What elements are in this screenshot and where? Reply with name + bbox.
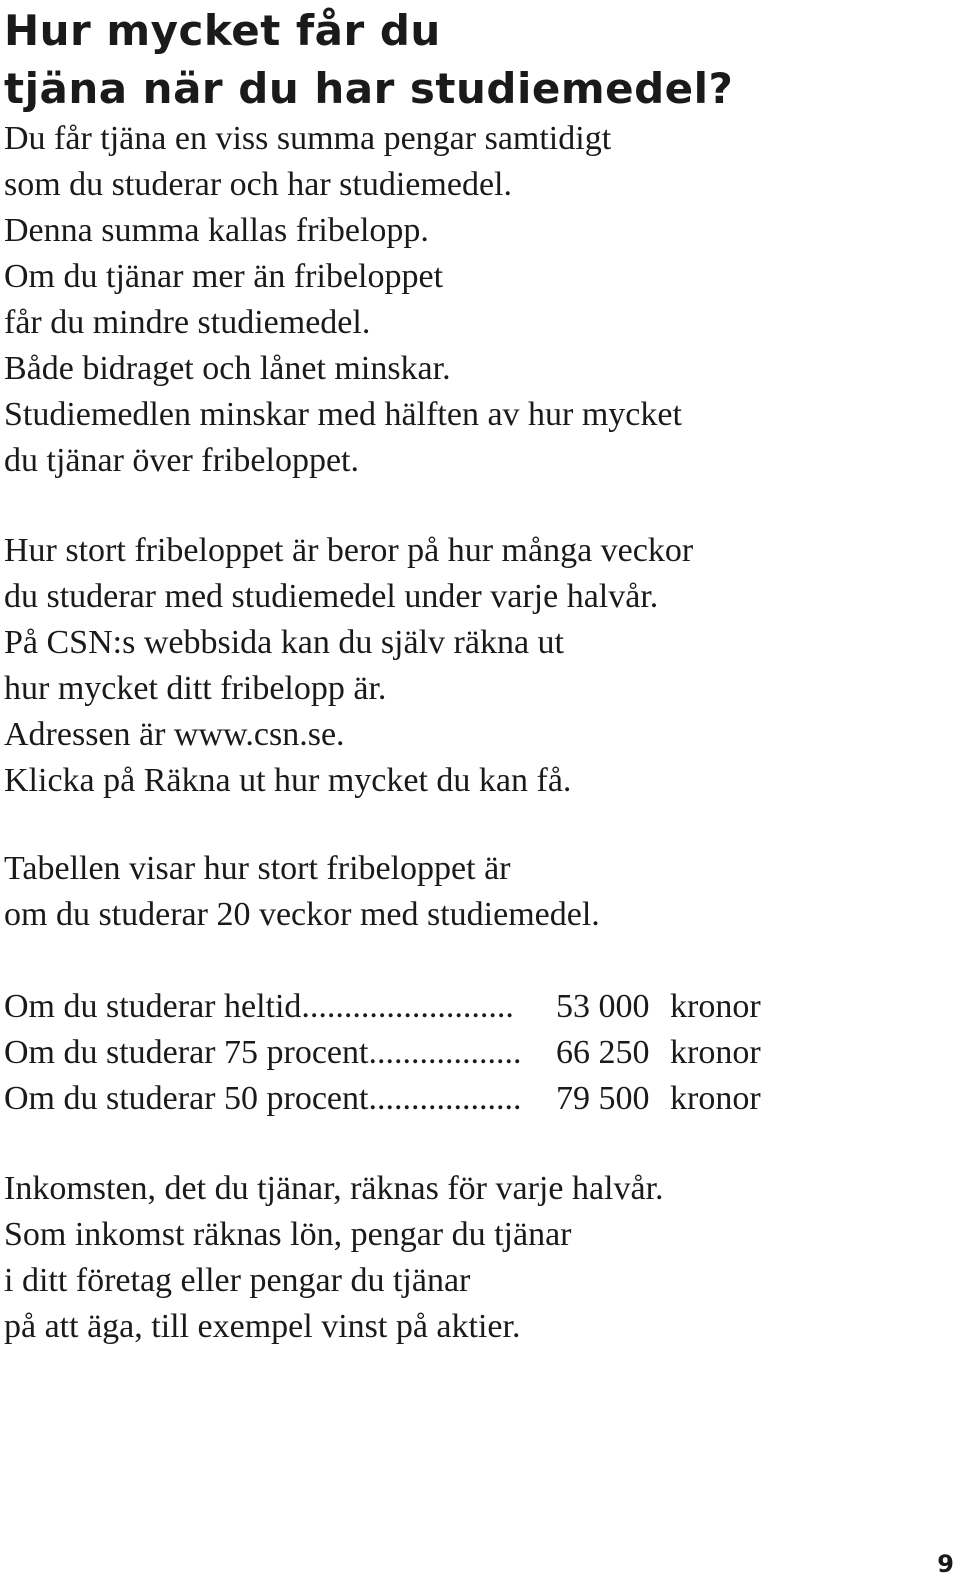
rate-unit: kronor	[670, 1034, 761, 1071]
paragraph-table-intro	[4, 846, 600, 938]
text-line: Klicka på Räkna ut hur mycket du kan få.	[4, 762, 572, 799]
heading-line-1: Hur mycket får du	[4, 6, 441, 55]
text-line: om du studerar 20 veckor med studiemedel.	[4, 896, 600, 933]
text-line: i ditt företag eller pengar du tjänar	[4, 1262, 471, 1299]
text-line: hur mycket ditt fribelopp är.	[4, 670, 387, 707]
rate-amount: 53 000	[556, 988, 650, 1025]
table-row	[4, 984, 761, 1030]
text-line: som du studerar och har studiemedel.	[4, 166, 512, 203]
rate-unit: kronor	[670, 988, 761, 1025]
fribelopp-table	[4, 984, 761, 1122]
rate-label: Om du studerar 50 procent..................	[4, 1080, 522, 1117]
text-line: Både bidraget och lånet minskar.	[4, 350, 451, 387]
rate-amount: 79 500	[556, 1080, 650, 1117]
text-line: Hur stort fribeloppet är beror på hur många veckor	[4, 532, 694, 569]
text-line: du studerar med studiemedel under varje halvår.	[4, 578, 659, 615]
text-line: Studiemedlen minskar med hälften av hur mycket	[4, 396, 682, 433]
text-line: Du får tjäna en viss summa pengar samtidigt	[4, 120, 612, 157]
text-line: på att äga, till exempel vinst på aktier.	[4, 1308, 521, 1345]
text-line: Som inkomst räknas lön, pengar du tjänar	[4, 1216, 572, 1253]
paragraph-income-definition	[4, 1166, 664, 1350]
page-number: 9	[937, 1550, 954, 1578]
paragraph-csn-website	[4, 528, 693, 804]
rate-amount: 66 250	[556, 1034, 650, 1071]
text-line: Denna summa kallas fribelopp.	[4, 212, 429, 249]
table-row	[4, 1076, 761, 1122]
text-line: På CSN:s webbsida kan du själv räkna ut	[4, 624, 564, 661]
text-line: Om du tjänar mer än fribeloppet	[4, 258, 444, 295]
text-line: får du mindre studiemedel.	[4, 304, 371, 341]
page-heading	[4, 2, 733, 118]
text-line: Inkomsten, det du tjänar, räknas för varje halvår.	[4, 1170, 664, 1207]
text-line: du tjänar över fribeloppet.	[4, 442, 359, 479]
rate-unit: kronor	[670, 1080, 761, 1117]
text-line: Adressen är www.csn.se.	[4, 716, 345, 753]
rate-label: Om du studerar heltid.........................	[4, 988, 514, 1025]
rate-label: Om du studerar 75 procent..................	[4, 1034, 522, 1071]
heading-line-2: tjäna när du har studiemedel?	[4, 64, 734, 113]
text-line: Tabellen visar hur stort fribeloppet är	[4, 850, 511, 887]
table-row	[4, 1030, 761, 1076]
paragraph-fribelopp-intro	[4, 116, 682, 484]
